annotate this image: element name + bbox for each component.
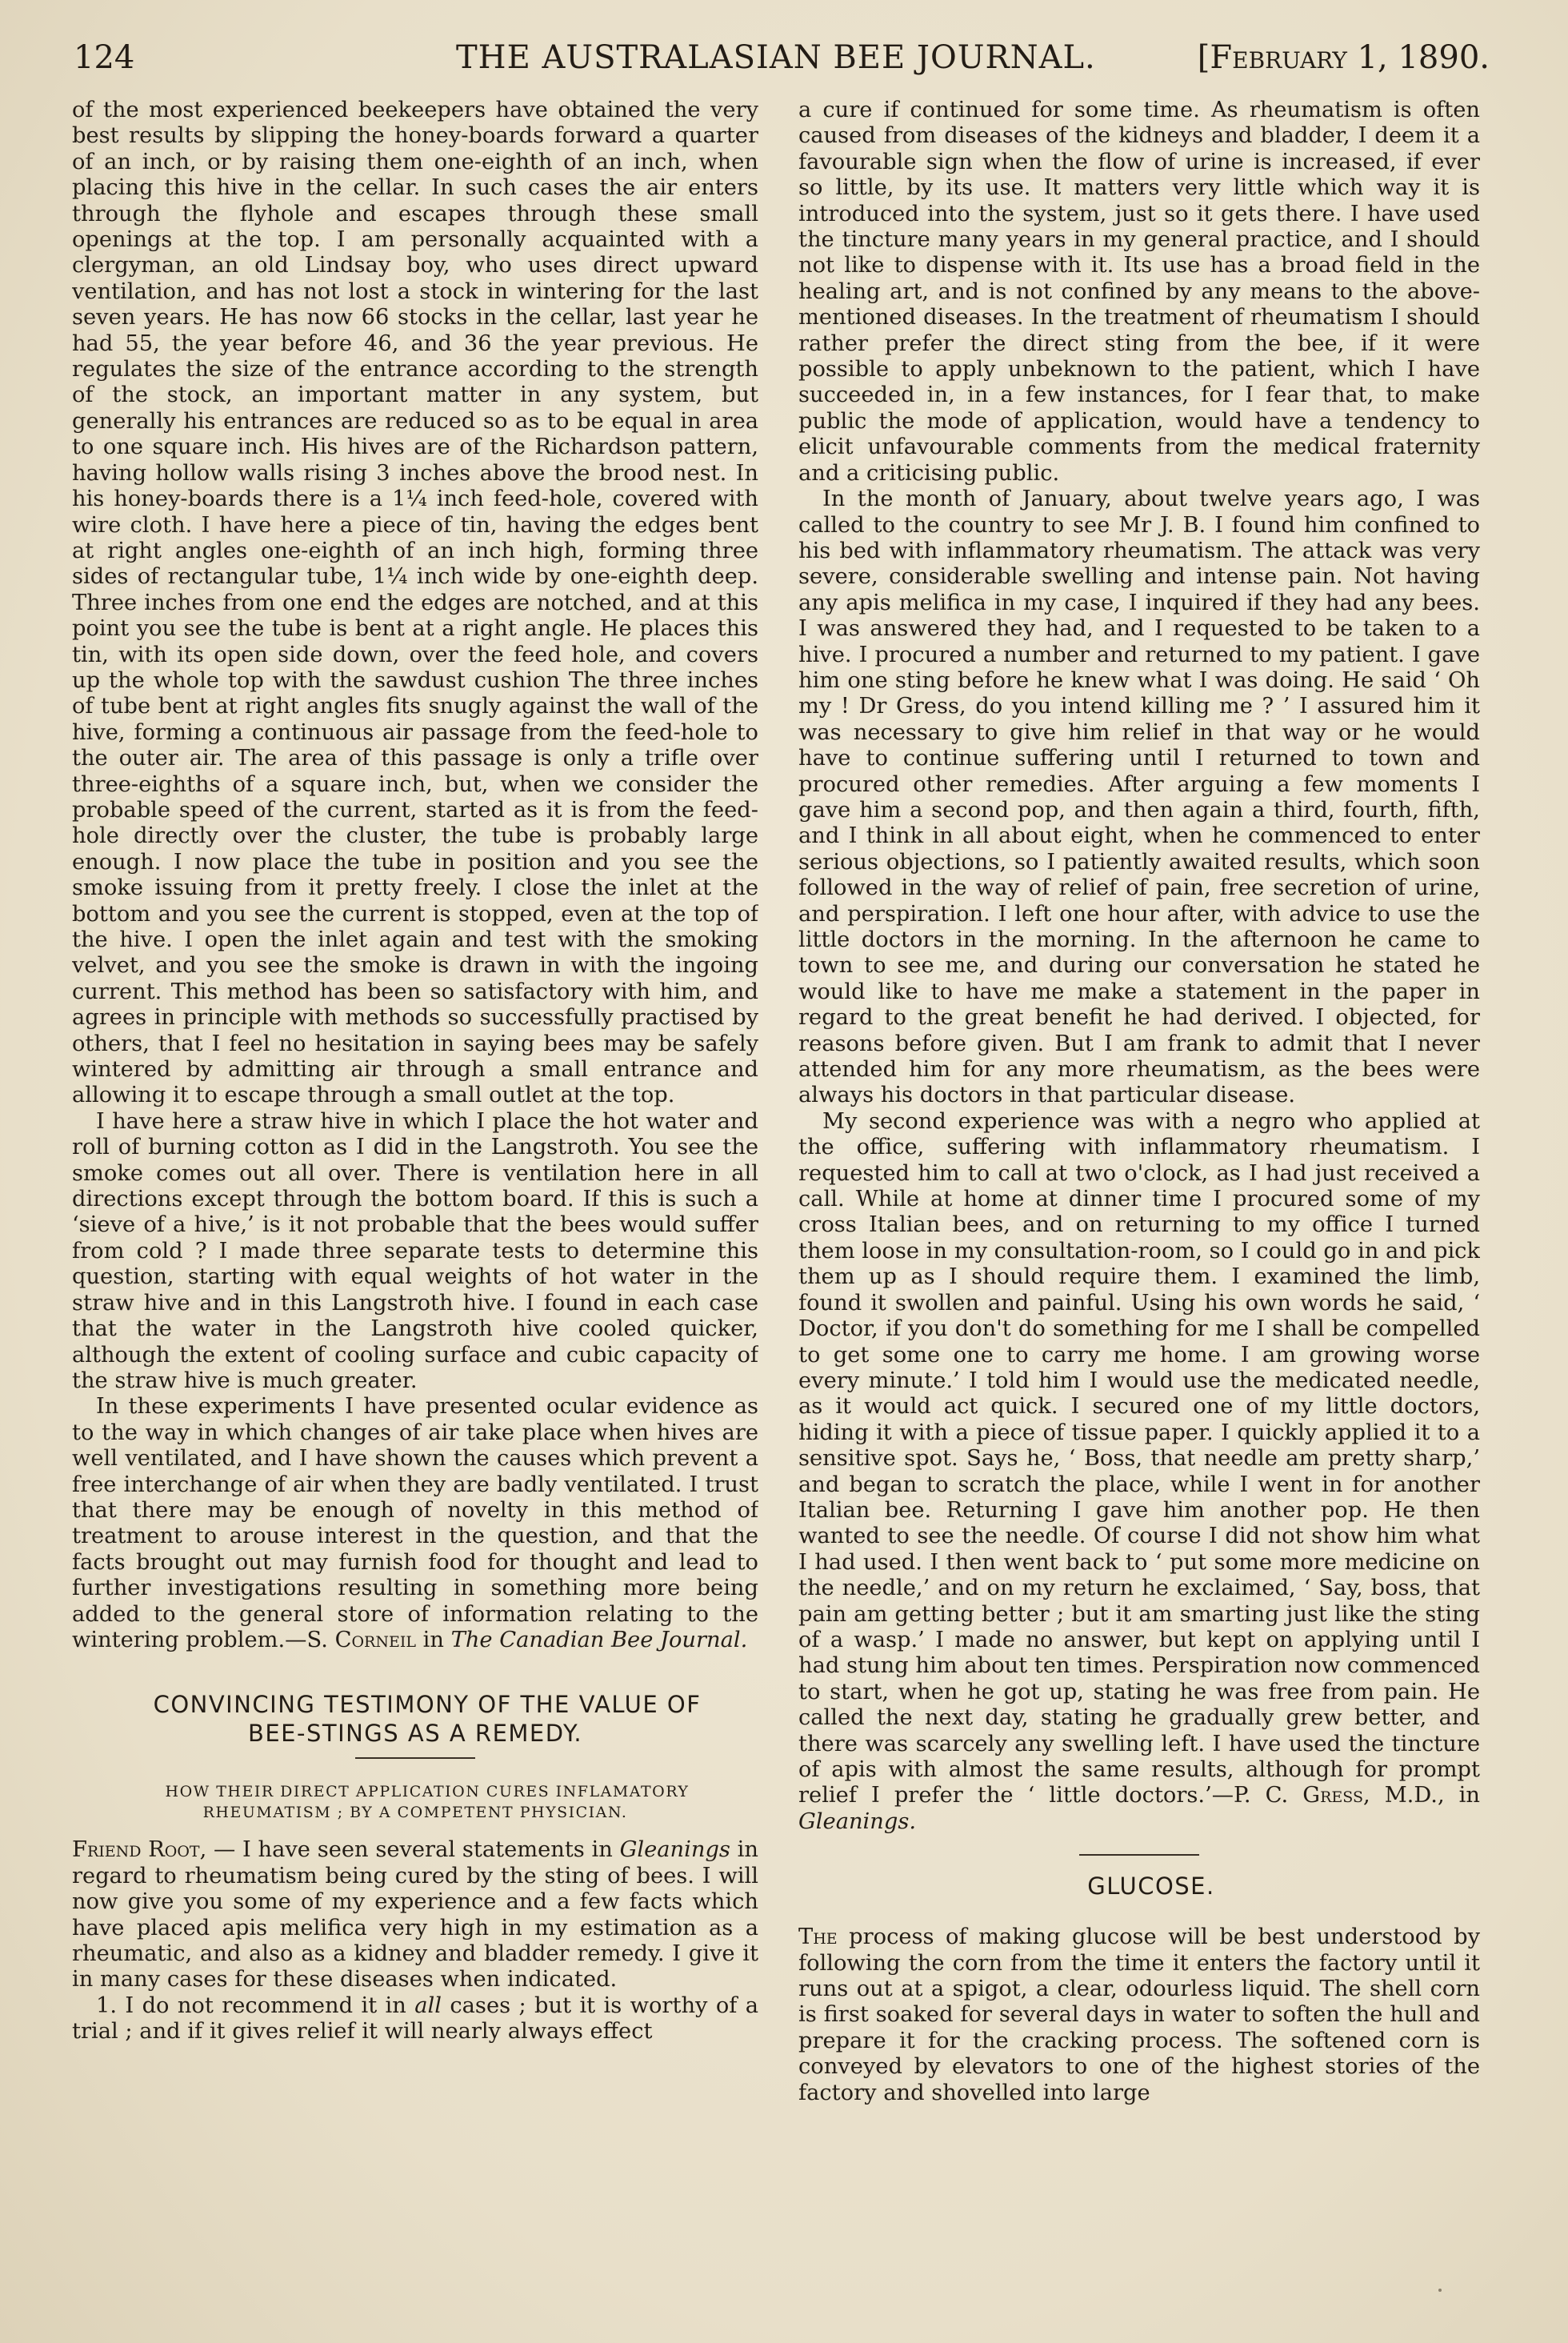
paper-speck — [1438, 2289, 1442, 2292]
glucose-lead-word: The — [798, 1924, 838, 1950]
page-number: 124 — [74, 39, 135, 76]
glucose-heading: GLUCOSE. — [1087, 1872, 1215, 1900]
page-header — [74, 37, 1490, 78]
second-experience-text: My second experience was with a negro who applied at the office, suffering with inflammatory rheumatism. I requested him to call at two o'clock, as I had just received a call. While at home at dinner time I procured some of my cross Italian bees, and on returning to my office I turned them loose in my consultation-room, so I could go in and pick them up as I should require them. I examined the limb, found it swollen and painful. Using his own words he said, ‘ Doctor, if you don't do something for me I shall be compelled to get some one to carry me home. I am growing worse every minute.’ I told him I would use the medicated needle, as it would act quick. I secured one of my little doctors, hiding it with a piece of tissue paper. I quickly applied it to a sensitive spot. Says he, ‘ Boss, that needle am pretty sharp,’ and began to scratch the place, while I went in for another Italian bee. Returning I gave him another pop. He then wanted to see the needle. Of course I did not show him what I had used. I then went back to ‘ put some more medicine on the needle,’ and on my return he exclaimed, ‘ Say, boss, that pain am getting better ; but it am smarting just like the sting of a wasp.’ I made no answer, but kept on applying until I had stung him about ten times. Perspiration now commenced to start, when he got up, stating he was free from pain. He called the next day, stating he gradually grew better, and there was scarcely any swelling left. I have used the tincture of apis with almost the same results, although for prompt relief I prefer the ‘ little doctors.’—P. C. — [798, 1108, 1480, 1808]
left-column — [72, 98, 758, 2306]
article-continuation-paragraph: of the most experienced beekeepers have obtained the very best results by slipping the honey-boards forward a quarter of an inch, or by raising them one-eighth of an inch, when placing this hive in the cellar. In such cases the air enters through the flyhole and escapes through these small openings at the top. I am personally acquainted with a clergyman, an old Lindsay boy, who uses direct upward ventilation, and has not lost a stock in wintering for the last seven years. He has now 66 stocks in the cellar, last year he had 55, the year before 46, and 36 the year previous. He regulates the size of the entrance according to the strength of the stock, an important matter in any system, but generally his entrances are reduced so as to be equal in area to one square inch. His hives are of the Richardson pattern, having hollow walls rising 3 inches above the brood nest. In his honey-boards there is a 1¼ inch feed-hole, covered with wire cloth. I have here a piece of tin, having the edges bent at right angles one-eighth of an inch high, forming three sides of rectangular tube, 1¼ inch wide by one-eighth deep. Three inches from one end the edges are notched, and at this point you see the tube is bent at a right angle. He places this tin, with its open side down, over the feed hole, and covers up the whole top with the sawdust cushion The three inches of tube bent at right angles fits snugly against the wall of the hive, forming a continuous air passage from the feed-hole to the outer air. The area of this passage is only a trifle over three-eighths of a square inch, but, when we consider the probable speed of the current, started as it is from the feed-hole directly over the cluster, the tube is probably large enough. I now place the tube in position and you see the smoke issuing from it pretty freely. I close the inlet at the bottom and you see the current is stopped, even at the top of the hive. I open the inlet again and test with the smoking velvet, and you see the smoke is drawn in with the ingoing current. This method has been so satisfactory with him, and agrees in principle with methods so successfully practised by others, that I feel no hesitation in saying bees may be safely wintered by admitting air through a small entrance and allowing it to escape through a small outlet at the top. — [72, 98, 758, 1108]
letter-source: Gleanings. — [798, 1808, 917, 1834]
article-subheading: HOW THEIR DIRECT APPLICATION CURES INFLAMATORY RHEUMATISM ; BY A COMPETENT PHYSICIAN. — [165, 1783, 690, 1822]
source-title: The Canadian Bee Journal. — [450, 1627, 748, 1652]
letter-2-text-b: cases ; but it is worthy of a trial ; and if it gives relief it will nearly always effect — [72, 1993, 758, 2045]
glucose-paragraph — [798, 1924, 1480, 2106]
letter-2-text-a: 1. I do not recommend it in — [96, 1993, 415, 2018]
second-experience-paragraph — [798, 1109, 1480, 1835]
straw-hive-paragraph: I have here a straw hive in which I place the hot water and roll of burning cotton as I did in the Langstroth. You see the smoke comes out all over. There is ventilation here in all directions except through the bottom board. If this is such a ‘sieve of a hive,’ is it not probable that the bees would suffer from cold ? I made three separate tests to determine this question, starting with equal weights of hot water in the straw hive and in this Langstroth hive. I found in each case that the water in the Langstroth hive cooled quicker, although the extent of cooling surface and cubic capacity of the straw hive is much greater. — [72, 1108, 758, 1393]
letter-paragraph-2 — [72, 1993, 758, 2045]
letter-paragraph-1 — [72, 1837, 758, 1993]
letter-author: Gress — [1302, 1783, 1363, 1808]
glucose-text: process of making glucose will be best understood by following the corn from the time it enters the factory until it runs out at a spigot, a clear, odourless liquid. The shell corn is first soaked for several days in water to soften the hull and prepare it for the cracking process. The softened corn is conveyed by elevators to one of the highest stories of the factory and shovelled into large — [798, 1924, 1480, 2105]
right-column — [798, 98, 1480, 2306]
issue-date — [1198, 37, 1490, 78]
attribution-in: in — [415, 1627, 451, 1652]
letter-text-a: — I have seen several statements in — [206, 1837, 620, 1863]
author-credentials: , M.D., in — [1362, 1783, 1480, 1808]
gleanings-ref: Gleanings — [619, 1837, 730, 1863]
letter-text-b: in regard to rheumatism being cured by the sting of bees. I will now give you some of my experience and a few facts which have placed apis melifica very high in my estimation as a rheumatic, and also as a kidney and bladder remedy. I give it in many cases for these diseases when indicated. — [72, 1837, 758, 1993]
issue-date-text: [February 1, 1890. — [1197, 39, 1490, 76]
journal-title: THE AUSTRALASIAN BEE JOURNAL. — [456, 39, 1096, 76]
first-experience-paragraph: In the month of January, about twelve years ago, I was called to the country to see Mr J. B. I found him confined to his bed with inflammatory rheumatism. The attack was very severe, considerable swelling and intense pain. Not having any apis melifica in my case, I inquired if they had any bees. I was answered they had, and I requested to be taken to a hive. I procured a number and returned to my patient. I gave him one sting before he knew what I was doing. He said ‘ Oh my ! Dr Gress, do you intend killing me ? ’ I assured him it was necessary to give him relief in that way or he would have to continue suffering until I returned to town and procured other remedies. After arguing a few moments I gave him a second pop, and then again a third, fourth, fifth, and I think in all about eight, when he commenced to enter serious objections, so I patiently awaited results, which soon followed in the way of relief of pain, free secretion of urine, and perspiration. I left one hour after, with advice to use the little doctors in the morning. In the afternoon he came to town to see me, and during our conversation he stated he would like to have me make a statement in the paper in regard to the great benefit he had derived. I objected, for reasons before given. But I am frank to admit that I never attended him for any more rheumatism, as the bees were always his doctors in that particular disease. — [798, 487, 1480, 1108]
conclusion-text: In these experiments I have presented ocular evidence as to the way in which changes of air take place when hives are well ventilated, and I have shown the causes which prevent a free interchange of air when they are badly ventilated. I trust that there may be enough of novelty in this method of treatment to arouse interest in the question, and that the facts brought out may furnish food for thought and lead to further investigations resulting in something more being added to the general store of information relating to the wintering problem.—S. — [72, 1394, 758, 1652]
emphasis-all: all — [414, 1993, 442, 2018]
article-heading: CONVINCING TESTIMONY OF THE VALUE OF BEE-STINGS AS A REMEDY. — [153, 1691, 702, 1748]
author-name: Corneil — [334, 1627, 416, 1652]
letter-continuation-paragraph: a cure if continued for some time. As rheumatism is often caused from diseases of the kidneys and bladder, I deem it a favourable sign when the flow of urine is increased, if ever so little, by its use. It matters very little which way it is introduced into the system, just so it gets there. I have used the tincture many years in my general practice, and I should not like to dispense with it. Its use has a broad field in the healing art, and is not confined by any means to the above-mentioned diseases. In the treatment of rheumatism I should rather prefer the direct sting from the bee, if it were possible to apply unbeknown to the patient, which I have succeeded in, in a few instances, for I fear that, to make public the mode of application, would have a tendency to elicit unfavourable comments from the medical fraternity and a criticising public. — [798, 98, 1480, 486]
conclusion-paragraph — [72, 1394, 758, 1653]
salutation: Friend Root, — [72, 1837, 207, 1863]
